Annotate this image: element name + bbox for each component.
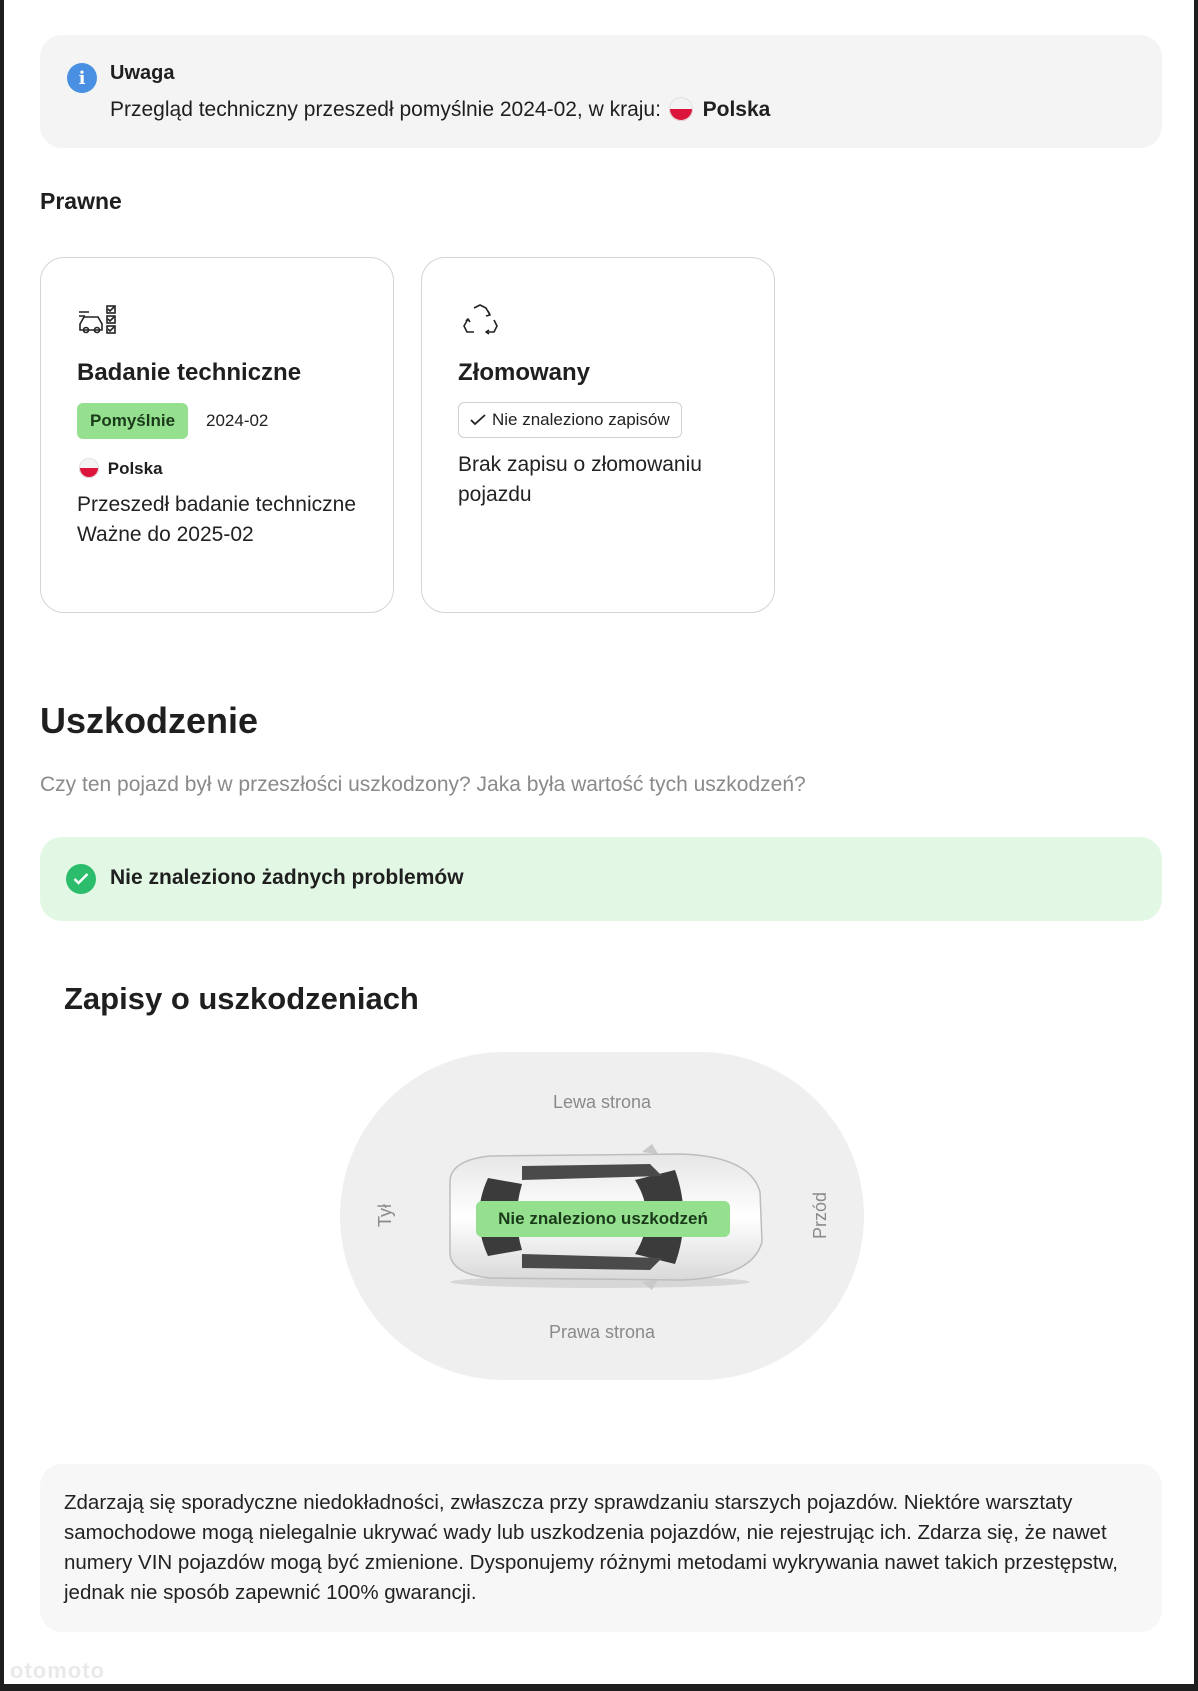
checkmark-icon — [470, 414, 486, 426]
poland-flag-icon — [669, 97, 693, 121]
damage-subtitle: Czy ten pojazd był w przeszłości uszkodzony? Jaka była wartość tych uszkodzeń? — [40, 773, 806, 796]
disclaimer-text: Zdarzają się sporadyczne niedokładności, zwłaszcza przy sprawdzaniu starszych pojazdów. Niektóre warsztaty samochodowe mogą nielegalnie ukrywać wady lub uszkodzenia pojazdów, nie rejestrując ich. Zdarza się, że nawet numery VIN pojazdów mogą być zmienione. Dysponujemy różnymi metodami wykrywania nawet takich przestępstw, jednak nie sposób zapewnić 100% gwarancji. — [64, 1491, 1118, 1604]
no-damage-badge: Nie znaleziono uszkodzeń — [476, 1201, 730, 1237]
scrapped-status-badge — [458, 402, 682, 438]
inspection-line1: Przeszedł badanie techniczne — [77, 493, 357, 516]
notice-message: Przegląd techniczny przeszedł pomyślnie 2024-02, w kraju: — [110, 98, 661, 121]
notice-text — [110, 97, 770, 122]
left-side-label: Lewa strona — [552, 1092, 652, 1112]
inspection-title: Badanie techniczne — [77, 359, 302, 386]
scrapped-status-text: Nie znaleziono zapisów — [492, 410, 670, 429]
inspection-description — [77, 490, 367, 550]
report-page — [4, 0, 1194, 1684]
inspection-line2: Ważne do 2025-02 — [77, 523, 254, 546]
poland-flag-icon — [79, 458, 99, 478]
legal-heading: Prawne — [40, 188, 122, 214]
front-label: Przód — [809, 1191, 830, 1240]
inspection-country-name: Polska — [107, 459, 163, 478]
inspection-status-badge: Pomyślnie — [77, 403, 188, 439]
recycle-icon — [458, 302, 502, 338]
no-problems-text: Nie znaleziono żadnych problemów — [110, 866, 464, 889]
check-circle-icon — [66, 864, 96, 894]
notice-country: Polska — [702, 98, 771, 121]
inspection-country — [77, 458, 163, 479]
scrapped-title: Złomowany — [458, 359, 591, 386]
damage-heading: Uszkodzenie — [40, 700, 259, 741]
no-problems-banner — [40, 837, 1162, 921]
notice-box — [40, 35, 1162, 148]
inspection-date: 2024-02 — [206, 411, 269, 430]
scrapped-card — [421, 257, 775, 613]
scrapped-description: Brak zapisu o złomowaniu pojazdu — [458, 453, 702, 506]
car-checklist-icon — [77, 302, 121, 338]
inspection-card — [40, 257, 394, 613]
damage-records-heading: Zapisy o uszkodzeniach — [64, 981, 419, 1016]
info-icon: i — [67, 63, 97, 93]
disclaimer-box — [40, 1464, 1162, 1632]
notice-title: Uwaga — [110, 62, 175, 84]
right-side-label: Prawa strona — [548, 1322, 656, 1342]
otomoto-watermark: otomoto — [10, 1658, 105, 1683]
damage-diagram — [340, 1052, 864, 1380]
rear-label: Tył — [375, 1203, 396, 1228]
